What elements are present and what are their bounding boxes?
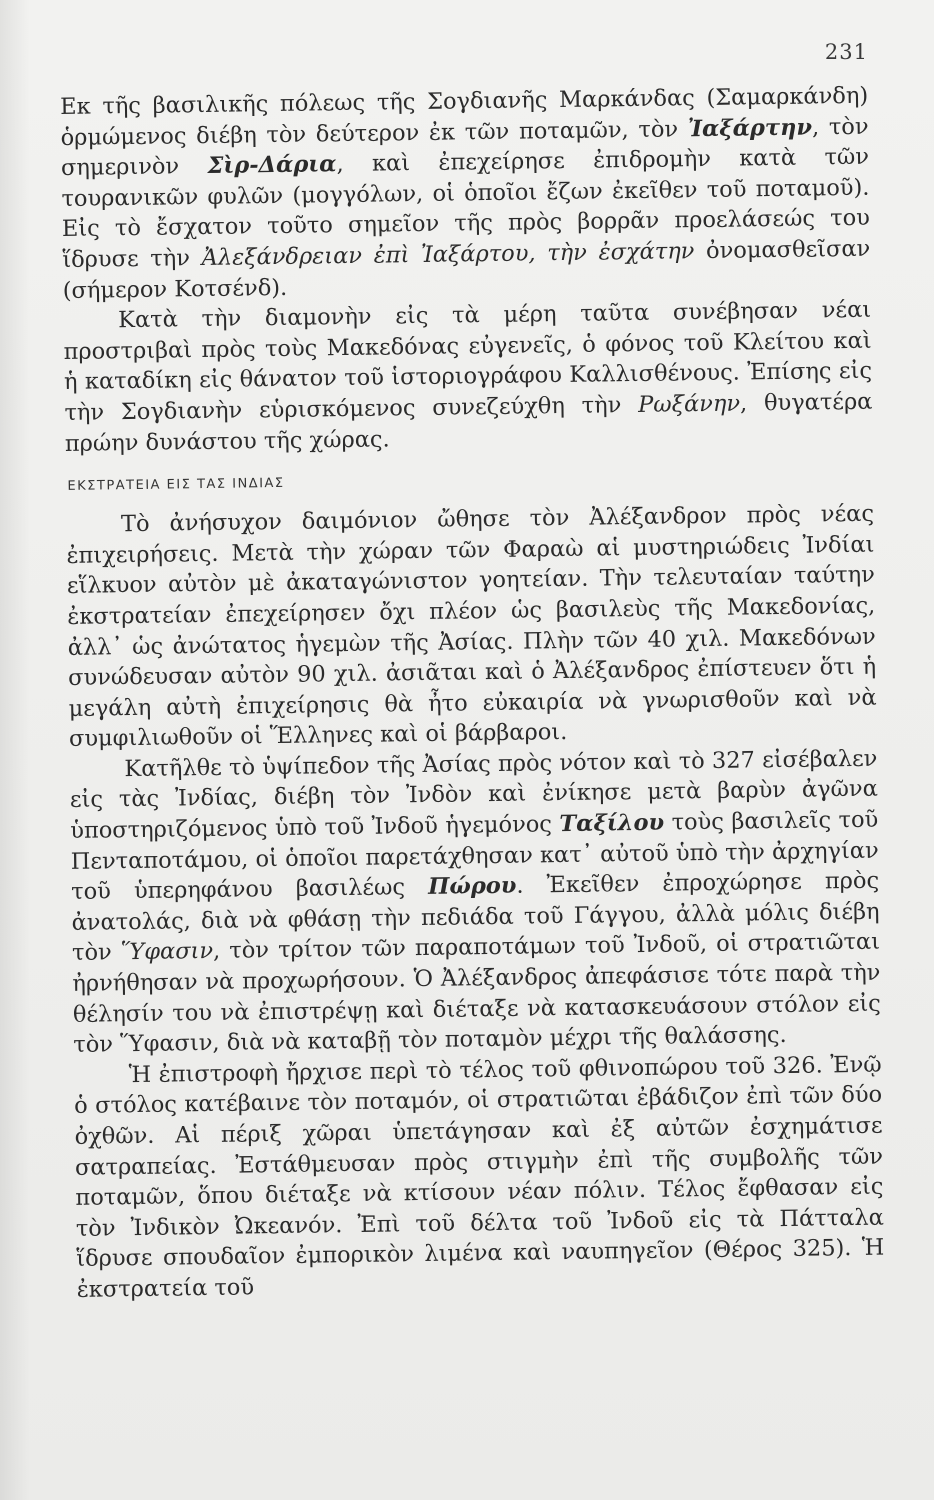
text-segment: Ὕφασιν <box>120 938 214 966</box>
text-segment: Ἡ ἐπιστροφὴ ἤρχισε περὶ τὸ τέλος τοῦ φθινοπώρου τοῦ 326. Ἐνῷ ὁ στόλος κατέβαινε τὸν ποταμόν, οἱ στρατιῶται ἐβάδιζον ἐπὶ τῶν δύο ὀχθῶν. Αἱ πέριξ χῶραι ὑπετάγησαν καὶ ἐξ αὐτῶν ἐσχημάτισε σατραπείας. Ἐστάθμευσαν πρὸς στιγμὴν ἐπὶ τῆς συμβολῆς τῶν ποταμῶν, ὅπου διέταξε νὰ κτίσουν νέαν πόλιν. Τέλος ἔφθασαν εἰς τὸν Ἰνδικὸν Ὠκεανόν. Ἐπὶ τοῦ δέλτα τοῦ Ἰνδοῦ εἰς τὰ Πάτταλα ἵδρυσε σπουδαῖον ἐμπορικὸν λιμένα καὶ ναυπηγεῖον (Θέρος 325). Ἡ ἐκστρατεία τοῦ <box>73 1051 885 1303</box>
text-segment: ὀνομασθεῖσαν (σήμερον Κοτσένδ). <box>62 235 871 304</box>
text-segment: Κατὰ τὴν διαμονὴν εἰς τὰ μέρη ταῦτα συνέβησαν νέαι προστριβαὶ πρὸς τοὺς Μακεδόνας εὐγενεῖς, ὁ φόνος τοῦ Κλείτου καὶ ἡ καταδίκη εἰς θάνατον τοῦ ἱστοριογράφου Καλλισθένους. Ἐπίσης εἰς τὴν Σογδιανὴν εὑρισκόμενος συνεζεύχθη τὴν <box>63 296 873 426</box>
text-segment: , θυγατέρα πρώην δυνάστου τῆς χώρας. <box>64 388 873 457</box>
text-segment: Ταξίλου <box>559 809 665 838</box>
paragraph-1 <box>60 81 871 306</box>
text-segment: . Ἐκεῖθεν ἐπροχώρησε πρὸς ἀνατολάς, διὰ νὰ φθάσῃ τὴν πεδιάδα τοῦ Γάγγου, ἀλλὰ μόλις διέβη τὸν <box>71 867 880 967</box>
text-segment: Εκ τῆς βασιλικῆς πόλεως τῆς Σογδιανῆς Μαρκάνδας (Σαμαρκάνδη) ὁρμώμενος διέβη τὸν δεύτερον ἐκ τῶν ποταμῶν, τὸν <box>60 82 869 151</box>
text-segment: Ἀλεξάνδρειαν ἐπὶ Ἰαξάρτου, τὴν ἐσχάτην <box>201 238 695 272</box>
text-segment: Ρωξάνην <box>637 390 741 418</box>
paragraph-2 <box>63 295 873 459</box>
text-segment: Πώρου <box>427 872 517 901</box>
body-text <box>60 81 885 1306</box>
text-segment: , τὸν τρίτον τῶν παραποτάμων τοῦ Ἰνδοῦ, οἱ στρατιῶται ἠρνήθησαν νὰ προχωρήσουν. Ὁ Ἀλέξανδρος ἀπεφάσισε τότε παρὰ τὴν θέλησίν του νὰ ἐπιστρέψῃ καὶ διέταξε νὰ κατασκευάσουν στόλον εἰς τὸν Ὕφασιν, διὰ νὰ καταβῇ τὸν ποταμὸν μέχρι τῆς θαλάσσης. <box>72 929 881 1059</box>
text-segment: Ἰαξάρτην <box>687 114 813 142</box>
text-segment: τοὺς βασιλεῖς τοῦ Πενταποτάμου, οἱ ὁποῖοι παρετάχθησαν κατ᾽ αὐτοῦ ὑπὸ τὴν ἀρχηγίαν τοῦ ὑπερηφάνου βασιλέως <box>70 806 879 906</box>
paragraph-4 <box>69 744 881 1061</box>
section-heading: ΕΚΣΤΡΑΤΕΙΑ ΕΙΣ ΤΑΣ ΙΝΔΙΑΣ <box>67 476 285 495</box>
paragraph-5 <box>74 1049 885 1305</box>
text-segment: , τὸν σημερινὸν <box>60 113 869 182</box>
page-number: 231 <box>824 40 868 64</box>
paragraph-3 <box>66 499 877 755</box>
text-segment: Τὸ ἀνήσυχον δαιμόνιον ὤθησε τὸν Ἀλέξανδρον πρὸς νέας ἐπιχειρήσεις. Μετὰ τὴν χώραν τῶν Φαραὼ αἱ μυστηριώδεις Ἰνδίαι εἵλκυον αὐτὸν μὲ ἀκαταγώνιστον γοητείαν. Τὴν τελευταίαν ταύτην ἐκστρατείαν ἐπεχείρησεν ὄχι πλέον ὡς βασιλεὺς τῆς Μακεδονίας, ἀλλ᾽ ὡς ἀνώτατος ἡγεμὼν τῆς Ἀσίας. Πλὴν τῶν 40 χιλ. Μακεδόνων συνώδευσαν αὐτὸν 90 χιλ. ἀσιᾶται καὶ ὁ Ἀλέξανδρος ἐπίστευεν ὅτι ἡ μεγάλη αὐτὴ ἐπιχείρησις θὰ ἦτο εὐκαιρία νὰ γνωρισθοῦν καὶ νὰ συμφιλιωθοῦν οἱ Ἕλληνες καὶ οἱ βάρβαροι. <box>66 500 877 753</box>
text-segment: , καὶ ἐπεχείρησε ἐπιδρομὴν κατὰ τῶν τουρανικῶν φυλῶν (μογγόλων, οἱ ὁποῖοι ἔζων ἐκεῖθεν τοῦ ποταμοῦ). Εἰς τὸ ἔσχατον τοῦτο σημεῖον τῆς πρὸς βορρᾶν προελάσεώς του ἵδρυσε τὴν <box>61 143 871 273</box>
text-segment: Σὶρ-Δάρια <box>207 151 337 180</box>
text-segment: Κατῆλθε τὸ ὑψίπεδον τῆς Ἀσίας πρὸς νότον καὶ τὸ 327 εἰσέβαλεν εἰς τὰς Ἰνδίας, διέβη τὸν Ἰνδὸν καὶ ἐνίκησε μετὰ βαρὺν ἀγῶνα ὑποστηριζόμενος ὑπὸ τοῦ Ἰνδοῦ ἡγεμόνος <box>69 745 878 844</box>
